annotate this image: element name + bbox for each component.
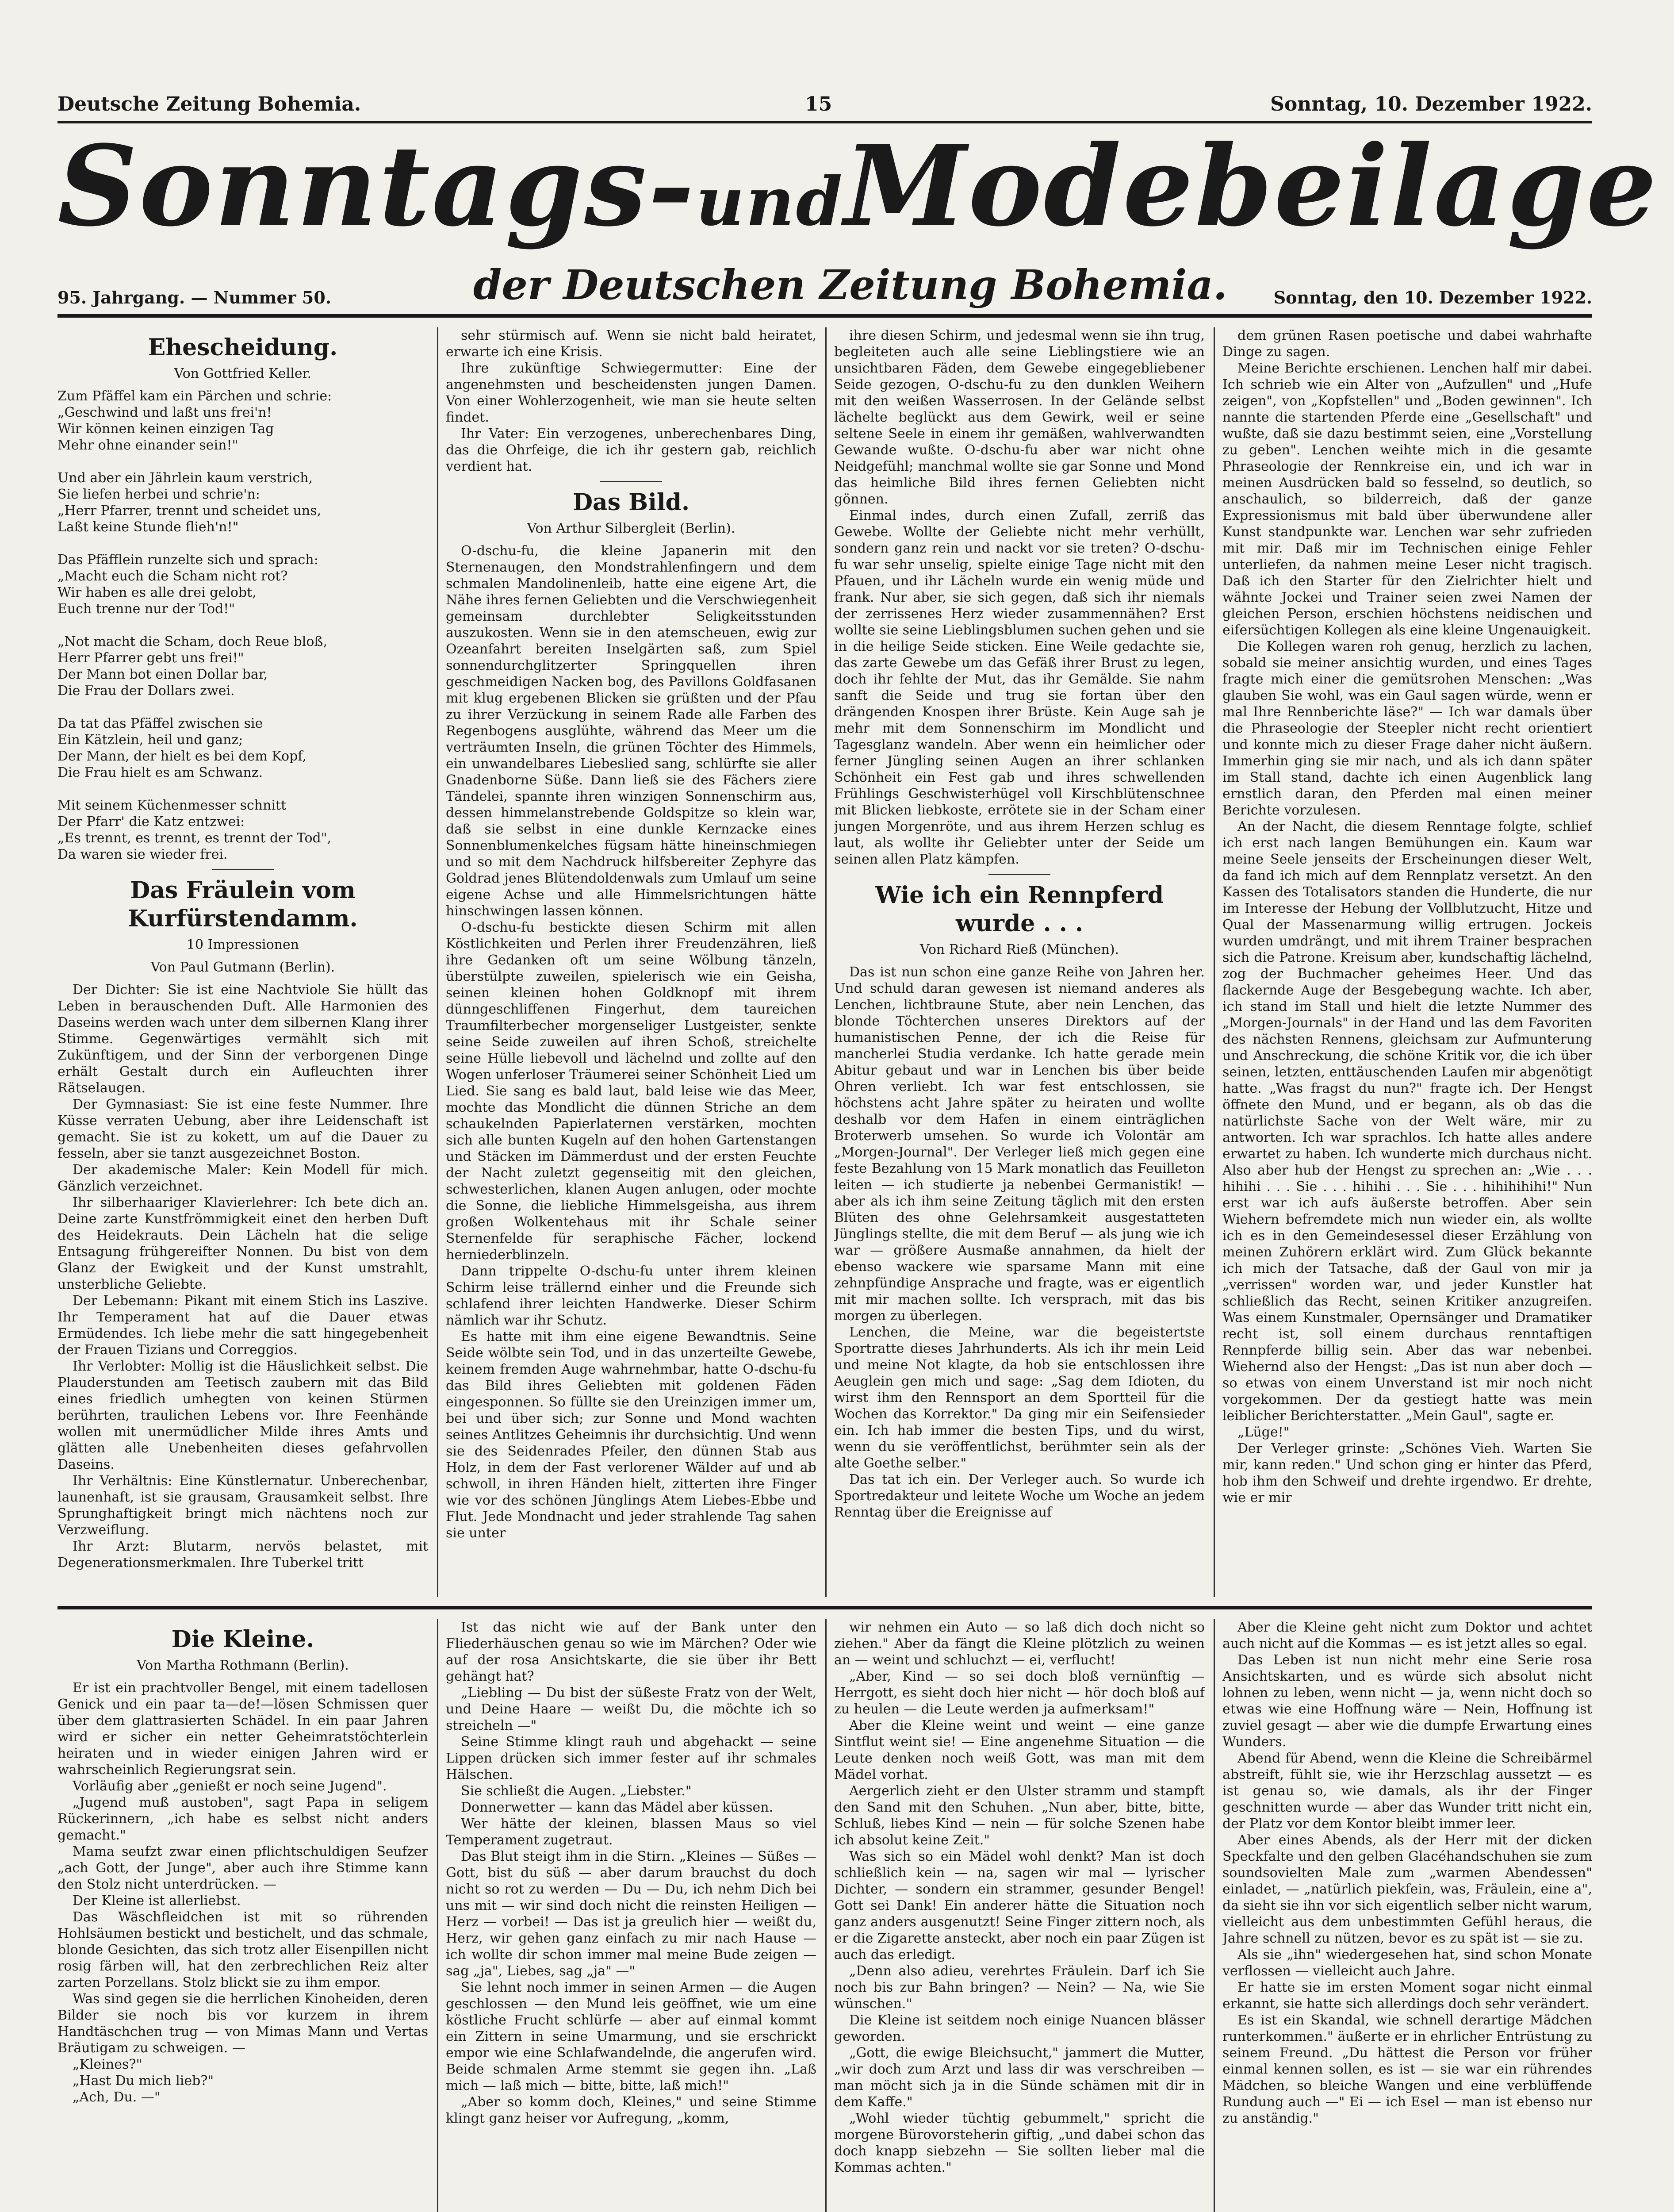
bild-paragraph: ihre diesen Schirm, und jedesmal wenn sie ihn trug, begleiteten auch alle seine Lieblingstiere wie an unsichtbaren Fäden, dem Gewebe eingegebliebener Seide gezogen, O-dschu-fu zu den dunklen Weihern mit den weißen Wasserrosen. In der Gelände selbst lächelte beglückt aus dem Gewirk, weil er seine seltene Seele in einem ihr gemäßen, wahlverwandten Gewande wußte. O-dschu-fu aber war nicht ohne Neidgefühl; manchmal wollte sie gar Sonne und Mond das heimliche Bild ihres fernen Geliebten nicht gönnen. <box>834 328 1205 507</box>
kleine-paragraph: „Aber, Kind — so sei doch bloß vernünftig — Herrgott, es sieht doch hier nicht — hör doch bloß auf zu heulen — die Leute werden ja aufmerksam!" <box>834 1669 1205 1717</box>
kleine-paragraph: Sie schließt die Augen. „Liebster." <box>461 1783 692 1799</box>
rennpferd-byline: Von Richard Rieß (München). <box>919 942 1119 957</box>
bild-paragraph: Es hatte mit ihm eine eigene Bewandtnis. Seine Seide wölbte sein Tod, und in das unzerteilte Gewebe, keinem fremden Auge wahrnehmbar, hatte O-dschu-fu das Bild ihres Geliebten mit goldenen Fäden eingesponnen. So füllte sie den Ureinzigen immer um, bei und über sich; zur Sonne und Mond wachten seines Antlitzes Geheimnis ihr durchsichtig. Und wenn sie des Seidenrades Pfeiler, den dünnen Stab aus Holz, in dem der Fast verlorener Wälder auf und ab schwoll, in ihren Händen hielt, zitterten ihre Finger wie vor des schönen Jünglings Atem Liebes-Ebbe und Flut. Jede Mondnacht und jeder strahlende Tag sahen sie unter <box>446 1329 816 1541</box>
fraeulein-paragraph: Der akademische Maler: Kein Modell für mich. Gänzlich verzeichnet. <box>57 1162 428 1194</box>
column-rule <box>437 327 438 1597</box>
fraeulein-paragraph: Der Lebemann: Pikant mit einem Stich ins Laszive. Ihr Temperament hat auf die Dauer etwas Ermüdendes. Ich liebe mehr die satt hingegebenheit der Frauen Tizians und Correggios. <box>57 1293 428 1358</box>
fraeulein-paragraph: Ihre zukünftige Schwiegermutter: Eine der angenehmsten und bescheidensten jungen Damen. Von einer Wohlerzogenheit, wie man sie heute selten findet. <box>446 361 816 425</box>
kleine-paragraph: Als sie „ihn" wiedergesehen hat, sind schon Monate verflossen — vielleicht auch Jahre. <box>1222 1947 1592 1979</box>
subheader-date: Sonntag, den 10. Dezember 1922. <box>1273 288 1592 307</box>
bild-paragraph: Einmal indes, durch einen Zufall, zerriß das Gewebe. Wollte der Geliebte nicht mehr verhüllt, sondern ganz rein und nackt vor sie treten? O-dschu-fu war sehr unselig, spielte einige Tage nicht mit den Pfauen, und ihr Lächeln wurde ein wenig müde und frank. Nur aber, sie sich gegen, daß sich ihr niemals der zerrissenes Herz wieder zusammennähen? Erst wollte sie seine Lieblingsblumen suchen gehen und sie in die heilige Seide sticken. Eine Weile gedachte sie, das zarte Gewebe um das Gefäß ihrer Brust zu legen, doch ihr fehlte der Mut, das ihr Gemälde. Sie nahm sanft die Seide und trug sie fortan über den drängenden Knospen ihrer Brüste. Kein Auge sah je mehr mit dem Sonnenschirm im Mondlicht und Tagesglanz wandeln. Aber wenn ein heimlicher oder ferner Jüngling seinen Augen an ihrer schlanken Schönheit ein Fest gab und ihres schwellenden Frühlings Geschwisterhügel voll Kirschblütenschnee mit Blicken liebkoste, errötete sie in der Scham einer jungen Morgenröte, und aus ihrem Herzen schlug es laut, als wollte ihr Geliebter unter der Seide um seinen allen Platz kämpfen. <box>834 508 1205 867</box>
ehescheidung-title: Ehescheidung. <box>148 334 338 361</box>
kleine-paragraph: Seine Stimme klingt rauh und abgehackt — seine Lippen drücken sich immer fester auf ihr schmales Hälschen. <box>446 1734 816 1782</box>
masthead-part1: Sonntags- <box>57 121 696 251</box>
ehescheidung-byline: Von Gottfried Keller. <box>174 366 312 381</box>
kleine-paragraph: „Hast Du mich lieb?" <box>73 2073 214 2089</box>
kleine-paragraph: Er hatte sie im ersten Moment sogar nicht einmal erkannt, sie hatte sich allerdings doch sehr verändert. <box>1222 1980 1592 2012</box>
rennpferd-paragraph: An der Nacht, die diesem Renntage folgte, schlief ich erst nach langen Bemühungen ein. Kaum war meine Seele jenseits der Erscheinungen dieser Welt, da fand ich mich auf dem Rennplatz versetzt. An den Kassen des Totalisators standen die Hunderte, die nur im Interesse der Hebung der Vollblutzucht, Hitze und Qual der Massenarmung willig ertrugen. Jockeis wurden umdrängt, und mit ihrem Trainer besprachen sich die Patrone. Kreisum aber, kundschaftig lächelnd, zog der Buchmacher geheimes Heer. Und das flackernde Auge der Besgebegung wachte. Ich aber, ich stand im Stall und hielt die letzte Nummer des „Morgen-Journals" in der Hand und las dem Favoriten des nächsten Rennens, gleichsam zur Aufmunterung und Anschreckung, die schöne Kritik vor, die ich über seinen, letzten, enttäuschenden Laufen mir abgenötigt hatte. „Was fragst du nun?" fragte ich. Der Hengst öffnete den Mund, und er begann, als ob das die natürlichste Sache von der Welt wäre, mir zu antworten. Ich war sprachlos. Ich hatte alles andere erwartet zu haben. Ich wunderte mich durchaus nicht. Also aber hub der Hengst zu sprechen an: „Wie . . . hihihi . . . Sie . . . hihihi . . . Sie . . . hihihihihi!" Nun erst war ich aufs äußerste betroffen. Aber sein Wiehern befremdete mich nun wieder ein, als wollte ich es in den Gemeindesessel dieser Erzählung von meinen Zuhörern erklärt wird. Zum Glück bekannte ich mich der Tatsache, daß der Gaul von mir ja „verrissen" worden war, und jeder Kunstler hat schließlich das Recht, seinen Kritiker anzugreifen. Was einem Kunstmaler, Opernsänger und Dramatiker recht ist, soll einem durchaus renntaftigen Rennpferde billig sein. Aber das war nebenbei. Wiehernd also der Hengst: „Das ist nun aber doch — so etwas von einem Unverstand ist mir noch nicht vorgekommen. Der da gestiegt hatte was mein leiblicher Berichterstatter. „Mein Gaul", sagte er. <box>1222 819 1592 1424</box>
supplement-of: der Deutschen Zeitung Bohemia. <box>473 261 1227 309</box>
kleine-paragraph: „Gott, die ewige Bleichsucht," jammert die Mutter, „wir doch zum Arzt und lass dir was verschreiben — man möcht sich ja in die Sünde schämen mit dir in dem Kaffe." <box>834 2045 1205 2110</box>
fraeulein-paragraph: Der Dichter: Sie ist eine Nachtviole Sie hüllt das Leben in berauschenden Duft. Alle Harmonien des Daseins werden wach unter dem silbernen Klang ihrer Stimme. Gegenwärtiges vermählt sich mit Zukünftigem, und der Sinn der verborgenen Dinge erhält Gestalt durch ein Aufleuchten ihrer Rätselaugen. <box>57 982 428 1096</box>
fraeulein-paragraph: Ihr silberhaariger Klavierlehrer: Ich bete dich an. Deine zarte Kunstfrömmigkeit einet den herben Duft des Heidekrauts. Dein Lächeln hat die selige Entsagung frühgereifter Nonnen. Du bist von dem Glanz der Ewigkeit und der Kunst umstrahlt, unsterbliche Geliebte. <box>57 1195 428 1292</box>
running-header <box>57 93 1592 119</box>
kleine-paragraph: Das Leben ist nun nicht mehr eine Serie rosa Ansichtskarten, und es würde sich absolut nicht lohnen zu leben, wenn nicht — ja, wenn nicht doch so etwas wie eine Hoffnung wäre — Nein, Hoffnung ist zuviel gesagt — aber wie die dumpfe Erwartung eines Wunders. <box>1222 1652 1592 1750</box>
column-3-lower <box>834 1619 1205 2212</box>
kleine-paragraph: Aber die Kleine geht nicht zum Doktor und achtet auch nicht auf die Kommas — es ist jetzt alles so egal. <box>1222 1620 1592 1651</box>
kleine-paragraph: Das Wäschfleidchen ist mit so rührenden Hohlsäumen bestickt und bestichelt, und das schmale, blonde Gesichten, das sich trotz aller Eisenpillen nicht rosig färben will, hat den zerbrechlichen Reiz alter zarten Porzellans. Stolz blickt sie zu ihm empor. <box>57 1909 428 1990</box>
fraeulein-title: Das Fräulein vom Kurfürstendamm. <box>128 877 358 932</box>
bild-paragraph: O-dschu-fu, die kleine Japanerin mit den Sternenaugen, den Mondstrahlenfingern und dem schmalen Mandolinenleib, hatte eine eigene Art, die Nähe ihres fernen Geliebten und die Verschwiegenheit gemeinsam durchlebter Seligkeitsstunden auszukosten. Wenn sie in den atemscheuen, ewig zur Ozeanfahrt bereiten Inselgärten saß, zum Spiel sonnendurchglitzerter Springquellen ihren geschmeidigen Nacken bog, des Pavillons Goldfasanen mit klug ergebenen Blicken sie grüßten und der Pfau zu ihrer Verzückung in seinem Rade alle Farben des Regenbogens ausglühte, während das Meer um die verträumten Inseln, die grünen Töchter des Himmels, ein unwandelbares Liebeslied sang, schlürfte sie aller Gnadenborne Süße. Dann ließ sie des Fächers ziere Tändelei, spannte ihren winzigen Sonnenschirm aus, dessen himmelanstrebende Goldspitze so klein war, daß sie selbst in eine dunkle Kernzacke eines Sonnenblumenkelches fügsam hätte hineinschmiegen und so mit dem Nachdruck hilfsbereiter Zephyre das Goldrad jenes Blütendoldenwals zum Umlauf um seine eigene Achse und alle Himmelsrichtungen hätte hinschwingen lassen können. <box>446 543 816 919</box>
rennpferd-paragraph: Das ist nun schon eine ganze Reihe von Jahren her. Und schuld daran gewesen ist niemand anderes als Lenchen, lichtbraune Stute, aber nein Lenchen, das blonde Töchterchen unseres Direktors auf der humanistischen Penne, der ich die Reise für mancherlei Studia verdanke. Ich hatte gerade mein Abitur gebaut und war in Lenchen bis über beide Ohren verliebt. Ich war fest entschlossen, sie höchstens acht Jahre später zu heiraten und wollte deshalb vor dem Hafen in einem einträglichen Broterwerb umsehen. So wurde ich Volontär am „Morgen-Journal". Der Verleger ließ mich gegen eine feste Bezahlung von 15 Mark monatlich das Feuilleton leiten — ich studierte ja nebenbei Germanistik! — aber als ich ihm seine Zeitung täglich mit den ersten Blüten des ohne Gelehrsamkeit ausgestatteten Jünglings stellte, die mit dem Beruf — als jung wie ich war — größere Ausmaße annahmen, da hielt der ebenso wackere wie sparsame Mann mit eine zehnpfündige Ansprache und fragte, was er eigentlich mit mir machen sollte. Ich versprach, mit das bis morgen zu überlegen. <box>834 964 1205 1324</box>
section-rule <box>57 1606 1592 1609</box>
article-divider <box>988 874 1050 875</box>
kleine-paragraph: Das Blut steigt ihm in die Stirn. „Kleines — Süßes — Gott, bist du süß — aber darum brauchst du doch nicht so rot zu werden — Du — Du, ich nehm Dich bei uns mit — wir sind doch nicht die reinsten Heiligen — Herz — vorbei! — Das ist ja greulich hier — weißt du, Herz, wir gehen ganz einfach zu mir nach Hause — ich wollte dir schon immer mal meine Bude zeigen — sag „ja", Liebes, sag „ja" —" <box>446 1849 816 1979</box>
kleine-paragraph: „Wohl wieder tüchtig gebummelt," spricht die morgene Bürovorsteherin giftig, „und dabei schon das doch knapp siebzehn — Sie sollten lieber mal die Kommas achten." <box>834 2111 1205 2175</box>
kleine-paragraph: wir nehmen ein Auto — so laß dich doch nicht so ziehen." Aber da fängt die Kleine plötzlich zu weinen an — weint und schluchzt — ei, verflucht! <box>834 1620 1205 1668</box>
column-3-upper <box>834 327 1205 1597</box>
kleine-paragraph: Was sich so ein Mädel wohl denkt? Man ist doch schließlich kein — na, sagen wir mal — lyrischer Dichter, — sondern ein strammer, gesunder Bengel! Gott sei Dank! Ein anderer hätte die Situation noch ganz anders ausgenutzt! Seine Finger zittern noch, als er die Zigarette ansteckt, aber noch ein paar Zügen ist auch das erledigt. <box>834 1849 1205 1962</box>
column-2-upper <box>446 327 816 1597</box>
bild-title: Das Bild. <box>572 489 690 516</box>
subheader <box>57 261 1592 310</box>
column-1-upper <box>57 327 428 1597</box>
bild-byline: Von Arthur Silbergleit (Berlin). <box>527 521 735 536</box>
kleine-paragraph: Vorläufig aber „genießt er noch seine Jugend". <box>73 1778 387 1794</box>
fraeulein-subtitle: 10 Impressionen <box>186 937 299 952</box>
fraeulein-paragraph: Ihr Vater: Ein verzogenes, unberechenbares Ding, das die Ohrfeige, die ich ihr gestern gab, reichlich verdient hat. <box>446 426 816 474</box>
article-divider <box>212 869 274 870</box>
kleine-paragraph: Aergerlich zieht er den Ulster stramm und stampft den Sand mit den Schuhen. „Nun aber, bitte, bitte, Schluß, liebes Kind — nein — für solche Szenen habe ich absolut keine Zeit." <box>834 1783 1205 1848</box>
kleine-paragraph: Die Kleine ist seitdem noch einige Nuancen blässer geworden. <box>834 2012 1205 2044</box>
column-rule <box>825 1619 827 2212</box>
rennpferd-paragraph: Lenchen, die Meine, war die begeistertste Sportratte dieses Jahrhunderts. Als ich ihr mein Leid und meine Not klagte, da hob sie entschlossen ihre Aeuglein gen mich und sage: „Sag dem Idioten, du wirst ihm den Rennsport an dem Sportteil für die Wochen das Korrektor." Da ging mir ein Seifensieder ein. Ich hab immer die besten Tips, und du wirst, wenn du sie veröffentlichst, berühmter sein als der alte Goethe selber." <box>834 1325 1205 1471</box>
rennpferd-title: Wie ich ein Rennpferd wurde . . . <box>875 882 1164 937</box>
masthead-part2: und <box>696 163 844 241</box>
page-number: 15 <box>805 93 832 115</box>
column-1-lower <box>57 1619 428 2212</box>
column-rule <box>825 327 827 1597</box>
kleine-paragraph: „Liebling — Du bist der süßeste Fratz von der Welt, und Deine Haare — weißt Du, die möchte ich so streicheln —" <box>446 1685 816 1733</box>
kleine-paragraph: „Denn also adieu, verehrtes Fräulein. Darf ich Sie noch bis zur Bahn bringen? — Nein? — Na, wie Sie wünschen." <box>834 1963 1205 2012</box>
kleine-byline: Von Martha Rothmann (Berlin). <box>137 1658 349 1673</box>
kleine-paragraph: „Ach, Du. —" <box>73 2089 161 2105</box>
masthead-rule <box>57 314 1592 318</box>
kleine-paragraph: „Aber so komm doch, Kleines," und seine Stimme klingt ganz heiser vor Aufregung, „komm, <box>446 2094 816 2126</box>
column-4-lower <box>1222 1619 1592 2212</box>
kleine-paragraph: „Jugend muß austoben", sagt Papa in seligem Rückerinnern, „ich habe es selbst nicht anders gemacht." <box>57 1795 428 1843</box>
header-paper-name: Deutsche Zeitung Bohemia. <box>57 93 361 115</box>
kleine-paragraph: Es ist ein Skandal, wie schnell derartige Mädchen runterkommen." äußerte er in ehrlicher Entrüstung zu seinem Freund. „Du hättest die Person vor früher einmal kennen sollen, es ist — sie war ein rührendes Mädchen, so bleiche Wangen und eine verblüffende Rundung auch —" Ei — ich Esel — man ist ebenso nur zu anständig." <box>1222 2012 1592 2126</box>
masthead-part3: Modebeilage <box>844 121 1659 251</box>
column-2-lower <box>446 1619 816 2212</box>
rennpferd-paragraph: „Lüge!" <box>1237 1425 1290 1440</box>
header-date: Sonntag, 10. Dezember 1922. <box>1270 93 1592 115</box>
newspaper-page <box>57 93 1659 2212</box>
fraeulein-paragraph: Ihr Verlobter: Mollig ist die Häuslichkeit selbst. Die Plauderstunden am Teetisch zaubern mit das Bild eines friedlich umhegten von keinen Stürmen berührten, traulichen Lebens vor. Ihre Feenhände wollen mit unermüdlicher Milde ihres Amts und glätten alle Unebenheiten dieses gefahrvollen Daseins. <box>57 1359 428 1472</box>
fraeulein-paragraph: Der Gymnasiast: Sie ist eine feste Nummer. Ihre Küsse verraten Uebung, aber ihre Leidenschaft ist gemacht. Sie ist zu kokett, um auf die Dauer zu fesseln, aber sie tanzt ausgezeichnet Boston. <box>57 1097 428 1161</box>
fraeulein-byline: Von Paul Gutmann (Berlin). <box>150 960 335 975</box>
article-divider <box>600 481 662 482</box>
fraeulein-paragraph: Ihr Verhältnis: Eine Künstlernatur. Unberechenbar, launenhaft, ist sie grausam, Grausamkeit selbst. Ihre Sprunghaftigkeit bringt mich nächtens noch zur Verzweiflung. <box>57 1473 428 1538</box>
kleine-paragraph: Donnerwetter — kann das Mädel aber küssen. <box>461 1800 774 1815</box>
kleine-paragraph: Ist das nicht wie auf der Bank unter den Fliederhäuschen genau so wie im Märchen? Oder wie auf der rosa Ansichtskarte, die sie über ihr Bett gehängt hat? <box>446 1620 816 1684</box>
kleine-paragraph: „Kleines?" <box>73 2057 142 2072</box>
kleine-paragraph: Mama seufzt zwar einen pflichtschuldigen Seufzer „ach Gott, der Junge", aber auch ihre Stimme kann den Stolz nicht unterdrücken. — <box>57 1844 428 1892</box>
bild-paragraph: Dann trippelte O-dschu-fu unter ihrem kleinen Schirm leise trällernd einher und die Freunde sich schlafend ihrer leichten Handwerke. Dieser Schirm nämlich war ihr Schutz. <box>446 1263 816 1328</box>
rennpferd-paragraph: Das tat ich ein. Der Verleger auch. So wurde ich Sportredakteur und leitete Woche um Woche an jedem Renntag über die Ereignisse auf <box>834 1472 1205 1520</box>
kleine-paragraph: Aber eines Abends, als der Herr mit der dicken Speckfalte und den gelben Glacéhandschuhen sie zum soundsovielten Male zum „warmen Abendessen" einladet, — „natürlich piekfein, was, Fräulein, eine a", da sieht sie ihn vor sich eigentlich selber nicht warum, vielleicht aus dem unbestimmten Gefühl heraus, die Jahre schnell zu nützen, bevor es zu spät ist — sie zu. <box>1222 1832 1592 1946</box>
kleine-paragraph: Was sind gegen sie die herrlichen Kinoheiden, deren Bilder sie noch bis vor kurzem in ihrem Handtäschchen trug — von Mimas Mann und Vertas Bräutigam zu schweigen. — <box>57 1991 428 2056</box>
fraeulein-paragraph: sehr stürmisch auf. Wenn sie nicht bald heiratet, erwarte ich eine Krisis. <box>446 328 816 360</box>
bild-paragraph: O-dschu-fu bestickte diesen Schirm mit allen Köstlichkeiten und Perlen ihrer Freudenzähren, ließ ihre Gedanken oft um seine Wölbung tänzeln, überstülpte zuweilen, spielerisch wie ein Geisha, seinen kleinen hohen Goldknopf mit ihrem dünngeschliffenen Fingerhut, dem taureichen Traumfilterbecher morgenseliger Lustgeister, senkte seine Seide zuweilen auf ihren Schoß, streichelte seine Hülle liebevoll und lächelnd und zollte auf den Wogen unferloser Träumerei seiner Schönheit Lied um Lied. Sie sang es bald laut, bald leise wie das Meer, mochte das Mondlicht die dünnen Striche an dem schaukelnden Papierlaternen verstärken, mochten sich alle bunten Kugeln auf den hohen Gartenstangen und Stäcken im Dämmerdust und der ersten Feuchte der Nacht zuletzt gegenseitig mit den gleichen, schwesterlichen, klanen Augen anlugen, oder mochte die Sonne, die liebliche Himmelsgeisha, aus ihrem großen Wolkentehaus mit ihr Schale seiner Sternenfelde für seraphische Fächer, lockend herniederblinzeln. <box>446 920 816 1263</box>
column-rule <box>437 1619 438 2212</box>
kleine-paragraph: Er ist ein prachtvoller Bengel, mit einem tadellosen Genick und ein paar ta—de!—lösen Schmissen quer über dem glattrasierten Schädel. In ein paar Jahren wird er sicher ein netter Geheimratstöchterlein heiraten und in wieder einigen Jahren wird er wahrscheinlich Regierungsrat sein. <box>57 1680 428 1778</box>
rennpferd-paragraph: dem grünen Rasen poetische und dabei wahrhafte Dinge zu sagen. <box>1222 328 1592 360</box>
masthead-title <box>57 121 1659 251</box>
fraeulein-paragraph: Ihr Arzt: Blutarm, nervös belastet, mit Degenerationsmerkmalen. Ihre Tuberkel tritt <box>57 1539 428 1571</box>
ehescheidung-poem: Zum Pfäffel kam ein Pärchen und schrie: „Geschwind und laßt uns frei'n! Wir können keinen einzigen Tag Mehr ohne einander sein!" Und aber ein Jährlein kaum verstrich, Sie liefen herbei und schrie'n: „Herr Pfarrer, trennt und scheidet uns, Laßt keine Stunde flieh'n!" Das Pfäfflein runzelte sich und sprach: „Macht euch die Scham nicht rot? Wir haben es alle drei gelobt, Euch trenne nur der Tod!" „Not macht die Scham, doch Reue bloß, Herr Pfarrer gebt uns frei!" Der Mann bot einen Dollar bar, Die Frau der Dollars zwei. Da tat das Pfäffel zwischen sie Ein Kätzlein, heil und ganz; Der Mann, der hielt es bei dem Kopf, Die Frau hielt es am Schwanz. Mit seinem Küchenmesser schnitt Der Pfarr' die Katz entzwei: „Es trennt, es trennt, es trennt der Tod", Da waren sie wieder frei. <box>57 388 332 862</box>
column-rule <box>1214 327 1215 1597</box>
rennpferd-paragraph: Meine Berichte erschienen. Lenchen half mir dabei. Ich schrieb wie ein Alter von „Aufzullen" und „Hufe zeigen", von „Kopfstellen" und „Boden gewinnen". Ich nannte die startenden Pferde eine „Gesellschaft" und wußte, daß sie dazu bestimmt seien, eine „Vorstellung zu geben". Lenchen weihte mich in die gesamte Phraseologie der Rennkreise ein, und ich war in meinen Ausdrücken bald so fesselnd, so deutlich, so anschaulich, so bilderreich, daß der ganze Expressionismus mit bald über überwundene aller Kunst standpunkte war. Lenchen war sehr zufrieden mit mir. Daß mir im Technischen einige Fehler unterliefen, da nahmen meine Leser nicht tragisch. Daß ich den Starter für den Zielrichter hielt und wähnte Jockei und Trainer seien zwei Namen der gleichen Person, erschien höchstens neidischen und eifersüchtigen Kollegen als eine kleine Ungenauigkeit. <box>1222 361 1592 638</box>
column-4-upper <box>1222 327 1592 1597</box>
column-rule <box>1214 1619 1215 2212</box>
kleine-paragraph: Abend für Abend, wenn die Kleine die Schreibärmel abstreift, fühlt sie, wie ihr Herzschlag aussetzt — es ist genau so, wie damals, als ihr der Finger geschnitten wurde — aber das Wunder tritt nicht ein, der Platz vor dem Kontor bleibt immer leer. <box>1222 1751 1592 1832</box>
kleine-paragraph: Sie lehnt noch immer in seinen Armen — die Augen geschlossen — den Mund leis geöffnet, wie um eine köstliche Frucht schlürfe — aber auf einmal kommt ein Zittern in seine Umarmung, und sie erschrickt empor wie eine Schlafwandelnde, die angerufen wird. Beide schmalen Arme stemmt sie gegen ihn. „Laß mich — laß mich — bitte, bitte, laß mich!" <box>446 1980 816 2093</box>
kleine-paragraph: Aber die Kleine weint und weint — eine ganze Sintflut weint sie! — Eine angenehme Situation — die Leute denken noch weiß Gott, was man mit dem Mädel vorhat. <box>834 1718 1205 1782</box>
kleine-paragraph: Wer hätte der kleinen, blassen Maus so viel Temperament zugetraut. <box>446 1816 816 1848</box>
issue-number: 95. Jahrgang. — Nummer 50. <box>57 288 331 307</box>
rennpferd-paragraph: Die Kollegen waren roh genug, herzlich zu lachen, sobald sie meiner ansichtig wurden, und eines Tages fragte mich einer die gemütsrohen Menschen: „Was glauben Sie wohl, was ein Gaul sagen würde, wenn er mal Ihre Rennberichte läse?" — Ich war damals über die Phraseologie der Steepler nicht recht orientiert und konnte mich zu dieser Frage daher nicht äußern. Immerhin ging sie mir nach, und als ich dann später im Stall stand, dachte ich einen Augenblick lang ernstlich daran, den Pferden mal einen meiner Berichte vorzulesen. <box>1222 639 1592 818</box>
kleine-paragraph: Der Kleine ist allerliebst. <box>73 1893 241 1909</box>
rennpferd-paragraph: Der Verleger grinste: „Schönes Vieh. Warten Sie mir, kann reden." Und schon ging er hinter das Pferd, hob ihm den Schweif und drehte irgendwo. Er drehte, wie er mir <box>1222 1441 1592 1505</box>
kleine-title: Die Kleine. <box>171 1626 314 1653</box>
